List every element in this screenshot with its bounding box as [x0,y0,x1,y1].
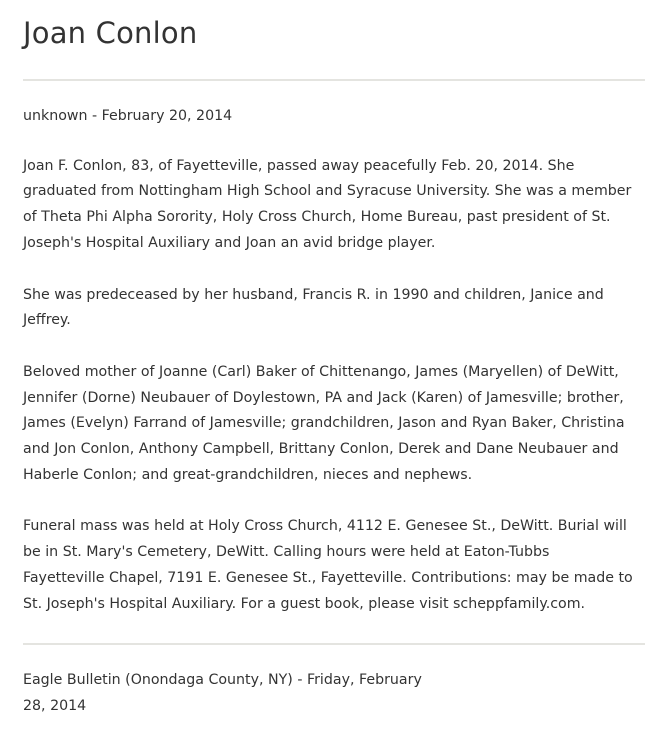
top-divider [23,79,645,81]
bottom-divider [23,643,645,645]
obituary-paragraph-1: Joan F. Conlon, 83, of Fayetteville, passed away peacefully Feb. 20, 2014. She graduated from Nottingham High School and Syracuse University. She was a member of Theta Phi Alpha Sorority, Holy Cross Church, Home Bureau, past president of St. Joseph's Hospital Auxiliary and Joan an avid bridge player. [23,157,632,251]
life-dates: unknown - February 20, 2014 [23,108,233,124]
page-title: Joan Conlon [23,16,198,50]
obituary-paragraph-2: She was predeceased by her husband, Francis R. in 1990 and children, Janice and Jeffrey. [23,286,604,329]
obituary-paragraph-4: Funeral mass was held at Holy Cross Church, 4112 E. Genesee St., DeWitt. Burial will be in St. Mary's Cemetery, DeWitt. Calling hours were held at Eaton-Tubbs Fayetteville Chapel, 7191 E. Genesee St., Fayetteville. Contributions: may be made to St. Joseph's Hospital Auxiliary. For a guest book, please visit scheppfamily.com. [23,518,633,612]
publication-source: Eagle Bulletin (Onondaga County, NY) - Friday, February 28, 2014 [23,672,422,714]
obituary-paragraph-3: Beloved mother of Joanne (Carl) Baker of Chittenango, James (Maryellen) of DeWitt, Jennifer (Dorne) Neubauer of Doylestown, PA and Jack (Karen) of Jamesville; brother, James (Evelyn) Farrand of Jamesville; grandchildren, Jason and Ryan Baker, Christina and Jon Conlon, Anthony Campbell, Brittany Conlon, Derek and Dane Neubauer and Haberle Conlon; and great-grandchildren, nieces and nephews. [23,363,625,483]
